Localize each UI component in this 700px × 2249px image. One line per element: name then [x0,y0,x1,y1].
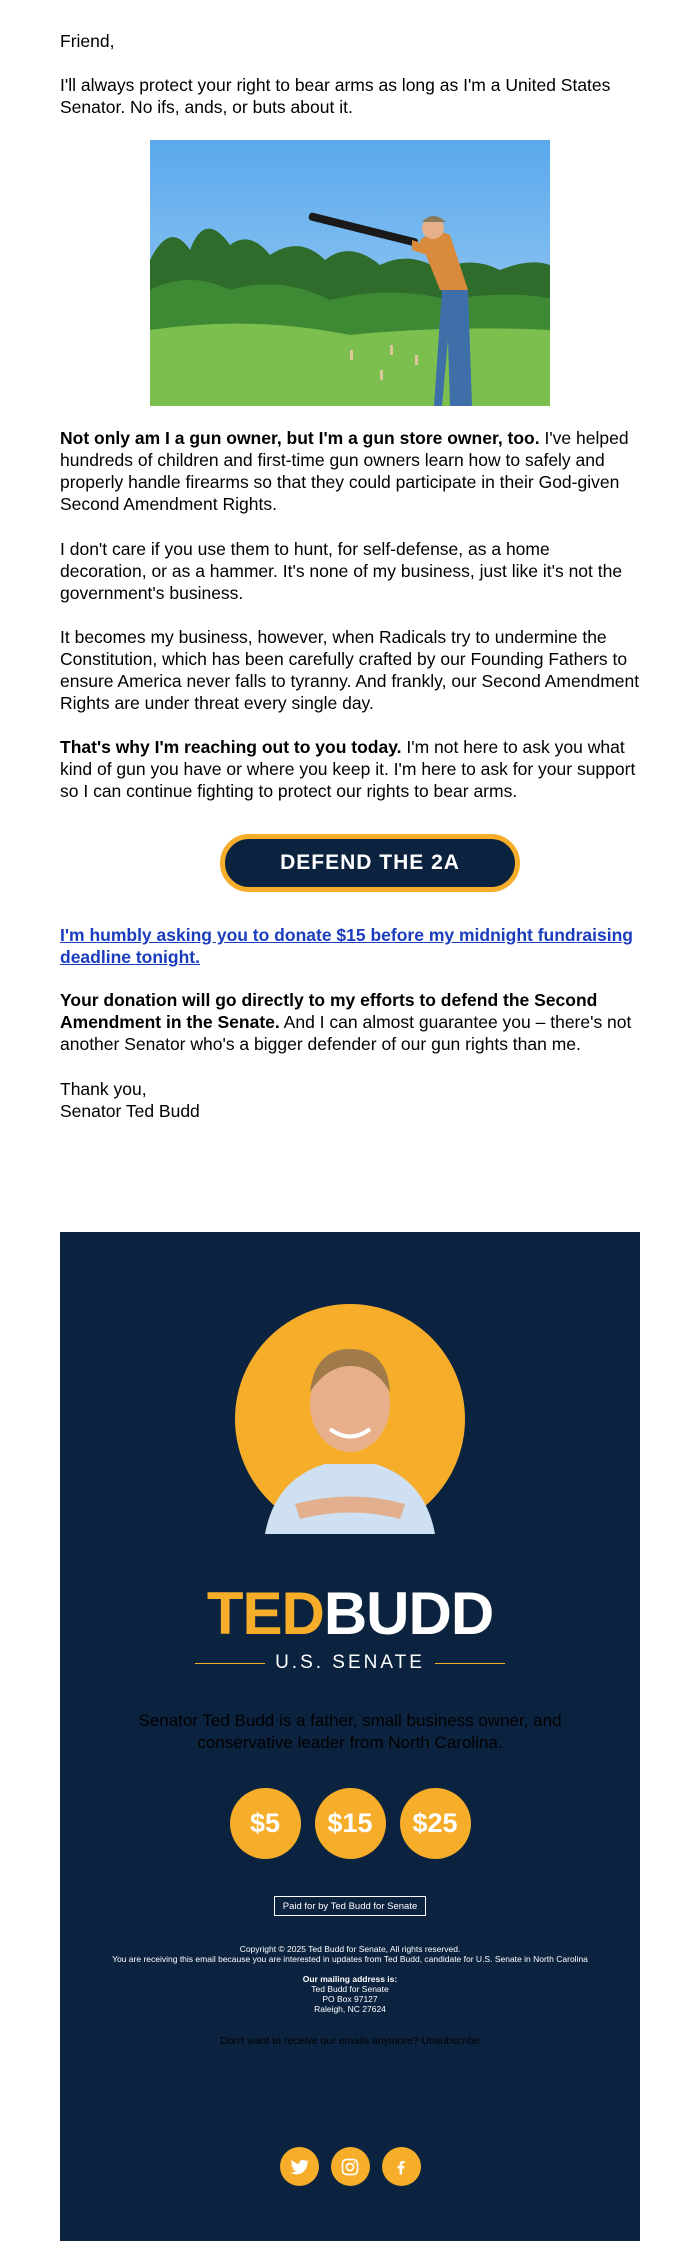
paid-for-disclaimer: Paid for by Ted Budd for Senate [274,1896,426,1916]
ted-budd-photo [235,1304,465,1534]
candidate-portrait [235,1304,465,1534]
donate-25-button[interactable]: $25 [400,1788,471,1859]
mailing-name: Ted Budd for Senate [311,1984,389,1994]
footer [60,1232,640,2241]
donation-amounts [60,1788,640,1859]
twitter-icon[interactable] [280,2147,319,2186]
trap-shooting-image [150,140,550,406]
donate-15-link[interactable]: I'm humbly asking you to donate $15 before my midnight fundraising deadline tonight. [60,925,633,967]
donate-15-button[interactable]: $15 [315,1788,386,1859]
logo-divider-left [195,1663,265,1664]
mailing-box: PO Box 97127 [322,1994,378,2004]
social-links [60,2147,640,2186]
hero-photo [150,140,550,406]
mailing-address [60,1974,640,2014]
mailing-city: Raleigh, NC 27624 [314,2004,386,2014]
subscription-reason: You are receiving this email because you are interested in updates from Ted Budd, candidate for U.S. Senate in North Carolina [112,1954,588,1964]
paragraph-donation: Your donation will go directly to my efforts to defend the Second Amendment in the Senate. And I can almost guarantee you – there's not another Senator who's a bigger defender of our gun rights than me. [60,990,632,1054]
paragraph-gun-owner: Not only am I a gun owner, but I'm a gun store owner, too. I've helped hundreds of children and first-time gun owners learn how to safely and properly handle firearms so that they could participate in their God-given Second Amendment Rights. [60,428,629,514]
donate-5-button[interactable]: $5 [230,1788,301,1859]
instagram-icon[interactable] [331,2147,370,2186]
signature: Senator Ted Budd [60,1101,200,1121]
greeting: Friend, [60,31,115,51]
defend-the-2a-button[interactable]: DEFEND THE 2A [220,834,520,892]
unsubscribe-line: Don't want to receive our emails anymore? Unsubscribe [220,2035,480,2047]
signoff: Thank you, [60,1079,147,1099]
legal-text [60,1944,640,1964]
intro-paragraph: I'll always protect your right to bear arms as long as I'm a United States Senator. No ifs, ands, or buts about it. [60,75,611,117]
logo-ted: TED [206,1580,324,1647]
paragraph-reaching-out: That's why I'm reaching out to you today. I'm not here to ask you what kind of gun you have or where you keep it. I'm here to ask for your support so I can continue fighting to protect our rights to bear arms. [60,737,636,801]
paragraph-usage: I don't care if you use them to hunt, for self-defense, as a home decoration, or as a hammer. It's none of my business, just like it's not the government's business. [60,539,623,603]
unsubscribe-link[interactable]: Unsubscribe [421,2035,480,2047]
logo-divider-right [435,1663,505,1664]
mailing-label: Our mailing address is: [302,1974,398,1984]
paragraph-radicals: It becomes my business, however, when Radicals try to undermine the Constitution, which has been carefully crafted by our Founding Fathers to ensure America never falls to tyranny. And frankly, our Second Amendment Rights are under threat every single day. [60,627,640,713]
logo-budd: BUDD [323,1580,494,1647]
facebook-icon[interactable] [382,2147,421,2186]
logo-subtitle: U.S. SENATE [275,1652,425,1673]
copyright: Copyright © 2025 Ted Budd for Senate, All rights reserved. [239,1944,461,1954]
ted-budd-logo [60,1580,640,1674]
candidate-bio: Senator Ted Budd is a father, small business owner, and conservative leader from North Carolina. [138,1711,562,1752]
